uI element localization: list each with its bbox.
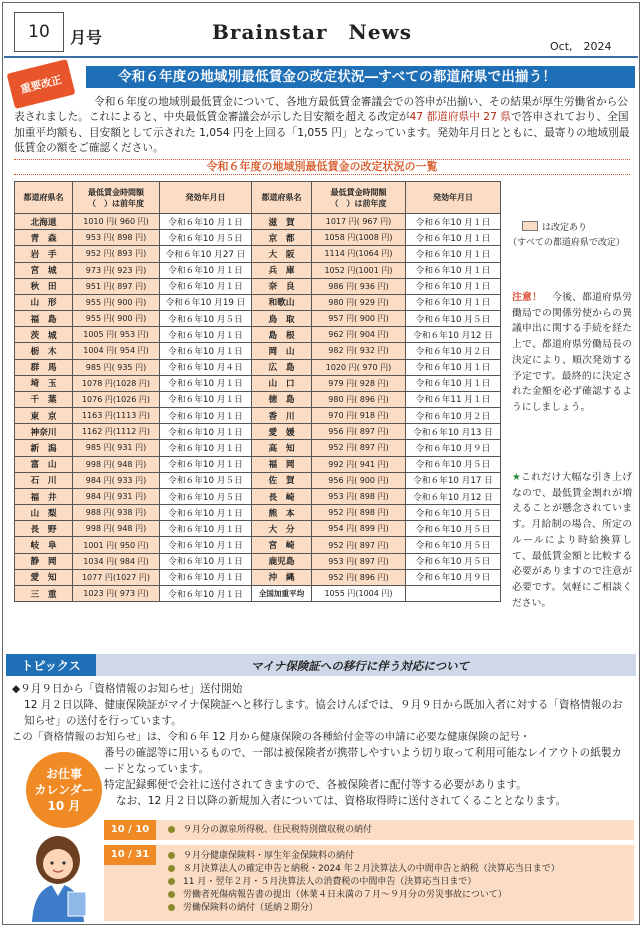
table-row	[15, 327, 501, 343]
table-cell: 令和６年10 月５日	[406, 537, 501, 553]
table-row	[15, 505, 501, 521]
table-cell: 令和６年10 月５日	[406, 311, 501, 327]
topics-line: なお、12 月２日以降の新規加入者については、資格取得時に送付されてくることとなります。	[116, 795, 567, 807]
table-cell: 1077 円(1027 円)	[73, 569, 160, 585]
table-cell: 令和６年10 月５日	[406, 521, 501, 537]
table-cell: 1162 円(1112 円)	[73, 424, 160, 440]
table-cell: 令和６年10 月１日	[160, 214, 252, 230]
table-cell: 1114 円(1064 円)	[312, 246, 406, 262]
table-cell: 山 梨	[15, 505, 73, 521]
table-cell: 三 重	[15, 585, 73, 601]
table-cell: 令和６年10 月１日	[160, 505, 252, 521]
table-cell: 令和６年10 月１日	[160, 585, 252, 601]
issue-month-label: 月号	[70, 28, 103, 47]
table-cell: 令和６年10 月１日	[160, 424, 252, 440]
table-row	[15, 359, 501, 375]
table-cell: 静 岡	[15, 553, 73, 569]
table-cell: 滋 賀	[252, 214, 312, 230]
table-cell: 令和６年10 月12 日	[406, 488, 501, 504]
topics-label: トピックス	[6, 654, 96, 676]
table-row	[15, 440, 501, 456]
issue-number: 10	[14, 12, 64, 52]
table-cell: 985 円( 935 円)	[73, 359, 160, 375]
table-cell: 愛 知	[15, 569, 73, 585]
table-cell: 令和６年10 月13 日	[406, 424, 501, 440]
table-cell: 令和６年10 月５日	[160, 472, 252, 488]
table-cell: 令和６年10 月９日	[406, 440, 501, 456]
table-cell: 石 川	[15, 472, 73, 488]
table-cell: 令和６年10 月１日	[160, 553, 252, 569]
topics-line: 12 月２日以降、健康保険証がマイナ保険証へと移行します。協会けんぽでは、９月９日から既加入者に対する「資格情報のお知らせ」の送付を行っています。	[24, 699, 623, 727]
table-cell: 東 京	[15, 408, 73, 424]
table-cell: 令和６年10 月５日	[406, 505, 501, 521]
table-cell: 全国加重平均	[252, 585, 312, 601]
table-cell: 1020 円( 970 円)	[312, 359, 406, 375]
table-cell: 952 円( 898 円)	[312, 505, 406, 521]
table-cell: 952 円( 893 円)	[73, 246, 160, 262]
table-cell: 1052 円(1001 円)	[312, 262, 406, 278]
table-cell: 茨 城	[15, 327, 73, 343]
table-cell: 令和６年10 月５日	[160, 230, 252, 246]
table-cell: 令和６年10 月１日	[406, 262, 501, 278]
table-cell: 令和６年10 月１日	[160, 327, 252, 343]
table-cell: 998 円( 948 円)	[73, 521, 160, 537]
table-cell: 1058 円(1008 円)	[312, 230, 406, 246]
table-row	[15, 214, 501, 230]
table-cell: 福 井	[15, 488, 73, 504]
table-cell: 令和６年10 月12 日	[406, 327, 501, 343]
table-row	[15, 569, 501, 585]
table-cell: 952 円( 897 円)	[312, 537, 406, 553]
table-cell: 広 島	[252, 359, 312, 375]
table-cell: 998 円( 948 円)	[73, 456, 160, 472]
table-cell: 953 円( 898 円)	[73, 230, 160, 246]
table-cell: 令和６年10 月５日	[406, 553, 501, 569]
table-cell: 岐 阜	[15, 537, 73, 553]
table-cell: 令和６年10 月５日	[160, 311, 252, 327]
table-cell: 令和６年10 月１日	[406, 278, 501, 294]
table-row	[15, 230, 501, 246]
table-cell: 千 葉	[15, 391, 73, 407]
table-cell: 沖 縄	[252, 569, 312, 585]
table-row	[15, 553, 501, 569]
table-cell: 大 分	[252, 521, 312, 537]
calendar-item: ８月決算法人の確定申告と納税・2024 年２月決算法人の中間申告と納税（決算応当日まで）	[168, 863, 560, 875]
table-cell: 953 円( 897 円)	[312, 553, 406, 569]
table-row	[15, 585, 501, 601]
table-row	[15, 375, 501, 391]
col-header: 発効年月日	[406, 182, 501, 214]
table-cell: 兵 庫	[252, 262, 312, 278]
table-cell: 群 馬	[15, 359, 73, 375]
table-cell: 1004 円( 954 円)	[73, 343, 160, 359]
table-cell: 988 円( 938 円)	[73, 505, 160, 521]
table-row	[15, 424, 501, 440]
table-cell: 令和６年10 月１日	[160, 391, 252, 407]
table-cell: 令和６年10 月１日	[406, 214, 501, 230]
table-cell: 令和６年10 月２日	[406, 408, 501, 424]
table-row	[15, 278, 501, 294]
table-cell: 佐 賀	[252, 472, 312, 488]
calendar-item: 労働者死傷病報告書の提出（休業４日未満の７月～９月分の労災事故について）	[168, 889, 507, 901]
person-illustration-icon	[18, 830, 98, 922]
header-divider	[4, 56, 638, 58]
table-cell: 令和６年10 月１日	[160, 343, 252, 359]
table-cell: 令和６年10 月１日	[160, 440, 252, 456]
table-cell: 令和６年11 月１日	[406, 391, 501, 407]
table-title: 令和６年度の地域別最低賃金の改定状況の一覧	[14, 159, 630, 175]
table-cell: 令和６年10 月９日	[406, 569, 501, 585]
table-cell: 令和６年10 月１日	[160, 521, 252, 537]
calendar-item: 11 月・翌年２月・５月決算法人の消費税の中間申告（決算応当日まで）	[168, 876, 476, 888]
table-cell: 1001 円( 950 円)	[73, 537, 160, 553]
table-cell: 神奈川	[15, 424, 73, 440]
table-cell: 令和６年10 月５日	[406, 456, 501, 472]
table-cell: 愛 媛	[252, 424, 312, 440]
issue-date: Oct, 2024	[550, 40, 612, 53]
calendar-item: ９月分健康保険料・厚生年金保険料の納付	[168, 850, 354, 862]
advice-note: ★これだけ大幅な引き上げなので、最低賃金割れが増えることが懸念されています。月給制の場合、所定のルールにより時給換算して、最低賃金額と比較する必要がありますので注意が必要です。気軽にご相談ください。	[512, 472, 632, 609]
table-cell: 1163 円(1113 円)	[73, 408, 160, 424]
legend-note: （すべての都道府県で改定）	[508, 238, 625, 248]
topics-line: ◆９月９日から「資格情報のお知らせ」送付開始	[12, 683, 243, 695]
table-cell: 令和６年10 月１日	[406, 230, 501, 246]
table-cell: 埼 玉	[15, 375, 73, 391]
table-cell: 957 円( 900 円)	[312, 311, 406, 327]
important-badge: 重要改正	[7, 59, 76, 109]
table-cell: 1078 円(1028 円)	[73, 375, 160, 391]
table-cell: 香 川	[252, 408, 312, 424]
table-cell: 令和６年10 月１日	[406, 294, 501, 310]
table-row	[15, 537, 501, 553]
table-cell: 令和６年10 月１日	[406, 246, 501, 262]
table-cell: 新 潟	[15, 440, 73, 456]
calendar-item: ９月分の源泉所得税、住民税特別徴収税の納付	[168, 824, 372, 836]
table-cell: 1023 円( 973 円)	[73, 585, 160, 601]
table-cell: 令和６年10 月１日	[160, 569, 252, 585]
table-cell: 福 岡	[252, 456, 312, 472]
table-cell: 956 円( 897 円)	[312, 424, 406, 440]
table-cell: 984 円( 931 円)	[73, 488, 160, 504]
table-cell: 令和６年10 月１日	[160, 537, 252, 553]
col-header: 発効年月日	[160, 182, 252, 214]
table-cell: 秋 田	[15, 278, 73, 294]
table-cell: 1005 円( 953 円)	[73, 327, 160, 343]
table-row	[15, 311, 501, 327]
table-row	[15, 488, 501, 504]
table-cell: 長 崎	[252, 488, 312, 504]
table-cell: 962 円( 904 円)	[312, 327, 406, 343]
newsletter-title: Brainstar News	[212, 20, 413, 44]
article-intro: 令和６年度の地域別最低賃金について、各地方最低賃金審議会での答申が出揃い、その結果が厚生労働省から公表されました。これによると、中央最低賃金審議会が示した目安額を超える改定が47 都道府県中 27 県で答申されており、全国加重平均額も、目安額として示された 1,054 円を上回る「1,055 円」となっています。発効年月日とともに、最寄りの地域別最低賃金の額をご確認ください。	[14, 95, 630, 154]
minimum-wage-table	[14, 181, 501, 602]
table-cell: 和歌山	[252, 294, 312, 310]
table-cell: 992 円( 941 円)	[312, 456, 406, 472]
topics-line: この「資格情報のお知らせ」は、令和６年 12 月から健康保険の各種給付金等の申請に必要な健康保険の記号・	[12, 731, 531, 743]
table-cell: 951 円( 897 円)	[73, 278, 160, 294]
table-row	[15, 472, 501, 488]
table-cell: 栃 木	[15, 343, 73, 359]
table-cell: 宮 城	[15, 262, 73, 278]
calendar-date: 10 / 10	[104, 820, 156, 840]
col-header: 都道府県名	[15, 182, 73, 214]
table-cell: 長 野	[15, 521, 73, 537]
col-header: 最低賃金時間額 （ ）は前年度	[312, 182, 406, 214]
table-row	[15, 521, 501, 537]
table-cell: 970 円( 918 円)	[312, 408, 406, 424]
table-row	[15, 262, 501, 278]
table-cell: 山 形	[15, 294, 73, 310]
table-cell: 福 島	[15, 311, 73, 327]
caution-note: 注意！ 今後、都道府県労働局での関係労使からの異議申出に関する手続を経た上で、都道府県労働局長の決定により、順次発効する予定です。最終的に決定された金額を必ず確認するようにしましょう。	[512, 292, 633, 413]
table-cell: 島 根	[252, 327, 312, 343]
table-cell: 1055 円(1004 円)	[312, 585, 406, 601]
calendar-item: 労働保険料の納付（延納２期分）	[168, 902, 318, 914]
table-row	[15, 246, 501, 262]
table-cell: 京 都	[252, 230, 312, 246]
table-cell: 1076 円(1026 円)	[73, 391, 160, 407]
table-cell: 大 阪	[252, 246, 312, 262]
table-cell: 令和６年10 月１日	[160, 262, 252, 278]
table-cell: 令和６年10 月４日	[160, 359, 252, 375]
table-cell: 953 円( 898 円)	[312, 488, 406, 504]
topics-line: 番号の確認等に用いるもので、一部は被保険者が携帯しやすいよう切り取って利用可能なレイアウトの紙製カードとなっています。	[104, 747, 623, 775]
table-cell: 1034 円( 984 円)	[73, 553, 160, 569]
table-cell	[406, 585, 501, 601]
table-cell: 1010 円( 960 円)	[73, 214, 160, 230]
table-cell: 令和６年10 月17 日	[406, 472, 501, 488]
table-row	[15, 343, 501, 359]
table-cell: 令和６年10 月19 日	[160, 294, 252, 310]
table-cell: 岡 山	[252, 343, 312, 359]
table-cell: 952 円( 896 円)	[312, 569, 406, 585]
table-cell: 973 円( 923 円)	[73, 262, 160, 278]
col-header: 最低賃金時間額 （ ）は前年度	[73, 182, 160, 214]
table-row	[15, 408, 501, 424]
col-header: 都道府県名	[252, 182, 312, 214]
table-cell: 令和６年10 月１日	[406, 375, 501, 391]
calendar-badge: お仕事 カレンダー 10 月	[26, 752, 102, 828]
table-row	[15, 294, 501, 310]
table-cell: 955 円( 900 円)	[73, 311, 160, 327]
topics-line: 特定記録郵便で会社に送付されてきますので、各被保険者に配付等する必要があります。	[104, 779, 527, 791]
table-cell: 令和６年10 月１日	[160, 278, 252, 294]
table-cell: 鳥 取	[252, 311, 312, 327]
table-cell: 奈 良	[252, 278, 312, 294]
table-cell: 高 知	[252, 440, 312, 456]
table-cell: 岩 手	[15, 246, 73, 262]
table-cell: 鹿児島	[252, 553, 312, 569]
table-cell: 山 口	[252, 375, 312, 391]
table-cell: 956 円( 900 円)	[312, 472, 406, 488]
table-cell: 宮 崎	[252, 537, 312, 553]
table-cell: 令和６年10 月27 日	[160, 246, 252, 262]
table-cell: 徳 島	[252, 391, 312, 407]
table-cell: 令和６年10 月１日	[406, 359, 501, 375]
table-cell: 980 円( 929 円)	[312, 294, 406, 310]
table-cell: 986 円( 936 円)	[312, 278, 406, 294]
table-cell: 980 円( 896 円)	[312, 391, 406, 407]
legend-label: は改定あり	[542, 223, 588, 233]
table-cell: 富 山	[15, 456, 73, 472]
table-cell: 982 円( 932 円)	[312, 343, 406, 359]
table-cell: 熊 本	[252, 505, 312, 521]
table-row	[15, 391, 501, 407]
table-cell: 北海道	[15, 214, 73, 230]
table-cell: 令和６年10 月２日	[406, 343, 501, 359]
table-cell: 984 円( 933 円)	[73, 472, 160, 488]
calendar-date: 10 / 31	[104, 845, 156, 865]
table-cell: 954 円( 899 円)	[312, 521, 406, 537]
table-cell: 952 円( 897 円)	[312, 440, 406, 456]
legend-swatch	[522, 221, 538, 231]
table-cell: 985 円( 931 円)	[73, 440, 160, 456]
table-cell: 1017 円( 967 円)	[312, 214, 406, 230]
table-cell: 令和６年10 月１日	[160, 408, 252, 424]
table-cell: 令和６年10 月１日	[160, 456, 252, 472]
article-headline: 令和６年度の地域別最低賃金の改定状況―すべての都道府県で出揃う！	[86, 66, 635, 88]
table-cell: 青 森	[15, 230, 73, 246]
table-cell: 令和６年10 月５日	[160, 488, 252, 504]
table-row	[15, 456, 501, 472]
table-cell: 令和６年10 月１日	[160, 375, 252, 391]
table-cell: 979 円( 928 円)	[312, 375, 406, 391]
table-cell: 955 円( 900 円)	[73, 294, 160, 310]
topics-title: マイナ保険証への移行に伴う対応について	[250, 659, 470, 673]
